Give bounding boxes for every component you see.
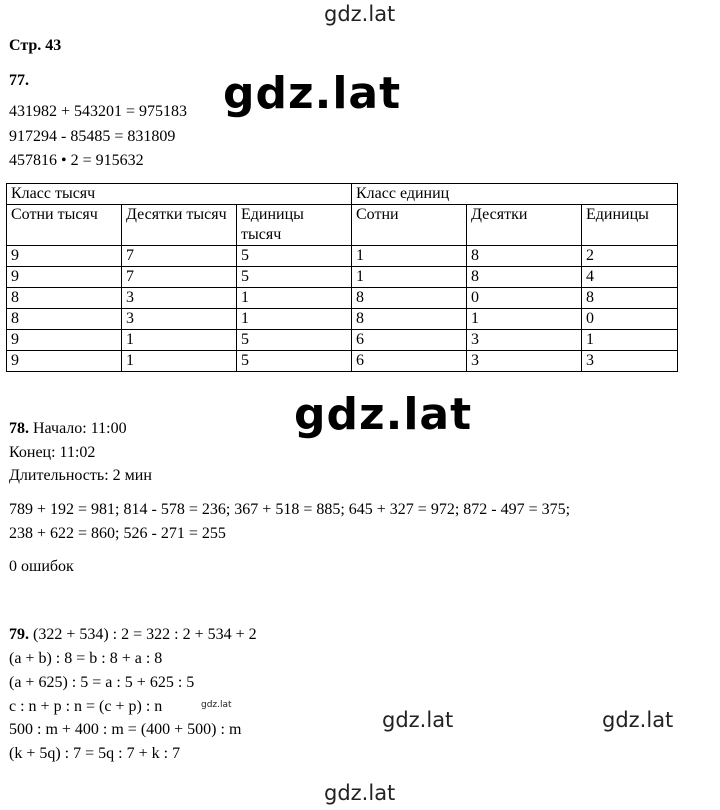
ex79-line: 500 : m + 400 : m = (400 + 500) : m	[9, 721, 242, 738]
table-cell: 8	[467, 246, 582, 267]
table-cell: 1	[352, 246, 467, 267]
ex79-first-text: (322 + 534) : 2 = 322 : 2 + 534 + 2	[33, 626, 257, 643]
ex78-duration: Длительность: 2 мин	[9, 467, 152, 484]
page-label: Стр. 43	[9, 37, 62, 54]
table-cell: 4	[582, 267, 678, 288]
table-row	[7, 246, 678, 267]
table-cell: 6	[352, 351, 467, 372]
table-row	[7, 330, 678, 351]
class-units-header: Класс единиц	[352, 184, 678, 205]
table-cell: 7	[122, 246, 237, 267]
col-header: Единицы тысяч	[237, 205, 352, 246]
ex78-errors: 0 ошибок	[9, 558, 74, 575]
table-cell: 8	[7, 288, 122, 309]
ex77-line-1: 431982 + 543201 = 975183	[9, 103, 188, 120]
table-cell: 5	[237, 351, 352, 372]
ex78-start	[9, 419, 127, 439]
table-cell: 1	[237, 288, 352, 309]
table-cell: 6	[352, 330, 467, 351]
watermark-tiny: gdz.lat	[201, 700, 232, 710]
watermark-middle-1: gdz.lat	[382, 708, 454, 732]
watermark-bottom: gdz.lat	[324, 781, 396, 805]
table-cell: 0	[467, 288, 582, 309]
digit-place-table	[6, 183, 678, 372]
table-cell: 8	[352, 309, 467, 330]
col-header: Единицы	[582, 205, 678, 246]
table-cell: 3	[582, 351, 678, 372]
ex78-end: Конец: 11:02	[9, 444, 96, 461]
table-cell: 2	[582, 246, 678, 267]
col-header: Сотни тысяч	[7, 205, 122, 246]
ex78-calc-line-1: 789 + 192 = 981; 814 - 578 = 236; 367 + 518 = 885; 645 + 327 = 972; 872 - 497 = 375;	[9, 501, 571, 518]
table-row	[7, 351, 678, 372]
table-row	[7, 267, 678, 288]
ex79-line: (a + 625) : 5 = a : 5 + 625 : 5	[9, 674, 195, 691]
table-cell: 5	[237, 267, 352, 288]
ex79-line: (k + 5q) : 7 = 5q : 7 + k : 7	[9, 745, 181, 762]
table-cell: 1	[237, 309, 352, 330]
table-cell: 1	[582, 330, 678, 351]
table-cell: 3	[122, 288, 237, 309]
table-cell: 0	[582, 309, 678, 330]
ex78-calc-line-2: 238 + 622 = 860; 526 - 271 = 255	[9, 525, 226, 542]
ex79-line: (a + b) : 8 = b : 8 + a : 8	[9, 650, 163, 667]
table-row	[7, 309, 678, 330]
col-header: Десятки	[467, 205, 582, 246]
table-row	[7, 288, 678, 309]
table-cell: 7	[122, 267, 237, 288]
table-cell: 1	[122, 330, 237, 351]
watermark-large-1: gdz.lat	[223, 68, 402, 119]
ex78-number: 78.	[9, 420, 29, 437]
col-header: Десятки тысяч	[122, 205, 237, 246]
table-cell: 9	[7, 246, 122, 267]
class-thousands-header: Класс тысяч	[7, 184, 352, 205]
ex77-line-2: 917294 - 85485 = 831809	[9, 128, 176, 145]
table-cell: 3	[122, 309, 237, 330]
table-cell: 9	[7, 330, 122, 351]
table-cell: 1	[352, 267, 467, 288]
table-cell: 3	[467, 351, 582, 372]
table-cell: 1	[122, 351, 237, 372]
table-cell: 9	[7, 351, 122, 372]
table-cell: 8	[582, 288, 678, 309]
ex79-first	[9, 625, 257, 645]
table-cell: 1	[467, 309, 582, 330]
table-class-row	[7, 184, 678, 205]
table-cell: 5	[237, 246, 352, 267]
watermark-large-2: gdz.lat	[294, 389, 473, 440]
ex78-start-text: Начало: 11:00	[33, 420, 127, 437]
ex77-line-3: 457816 • 2 = 915632	[9, 152, 144, 169]
table-cell: 8	[352, 288, 467, 309]
table-column-header-row	[7, 205, 678, 246]
col-header: Сотни	[352, 205, 467, 246]
ex79-line: c : n + p : n = (c + p) : n	[9, 698, 163, 715]
table-cell: 3	[467, 330, 582, 351]
table-cell: 8	[467, 267, 582, 288]
ex77-number: 77.	[9, 72, 29, 89]
watermark-middle-2: gdz.lat	[602, 708, 674, 732]
ex79-number: 79.	[9, 626, 29, 643]
table-cell: 9	[7, 267, 122, 288]
watermark-top: gdz.lat	[324, 2, 396, 26]
table-cell: 8	[7, 309, 122, 330]
table-cell: 5	[237, 330, 352, 351]
